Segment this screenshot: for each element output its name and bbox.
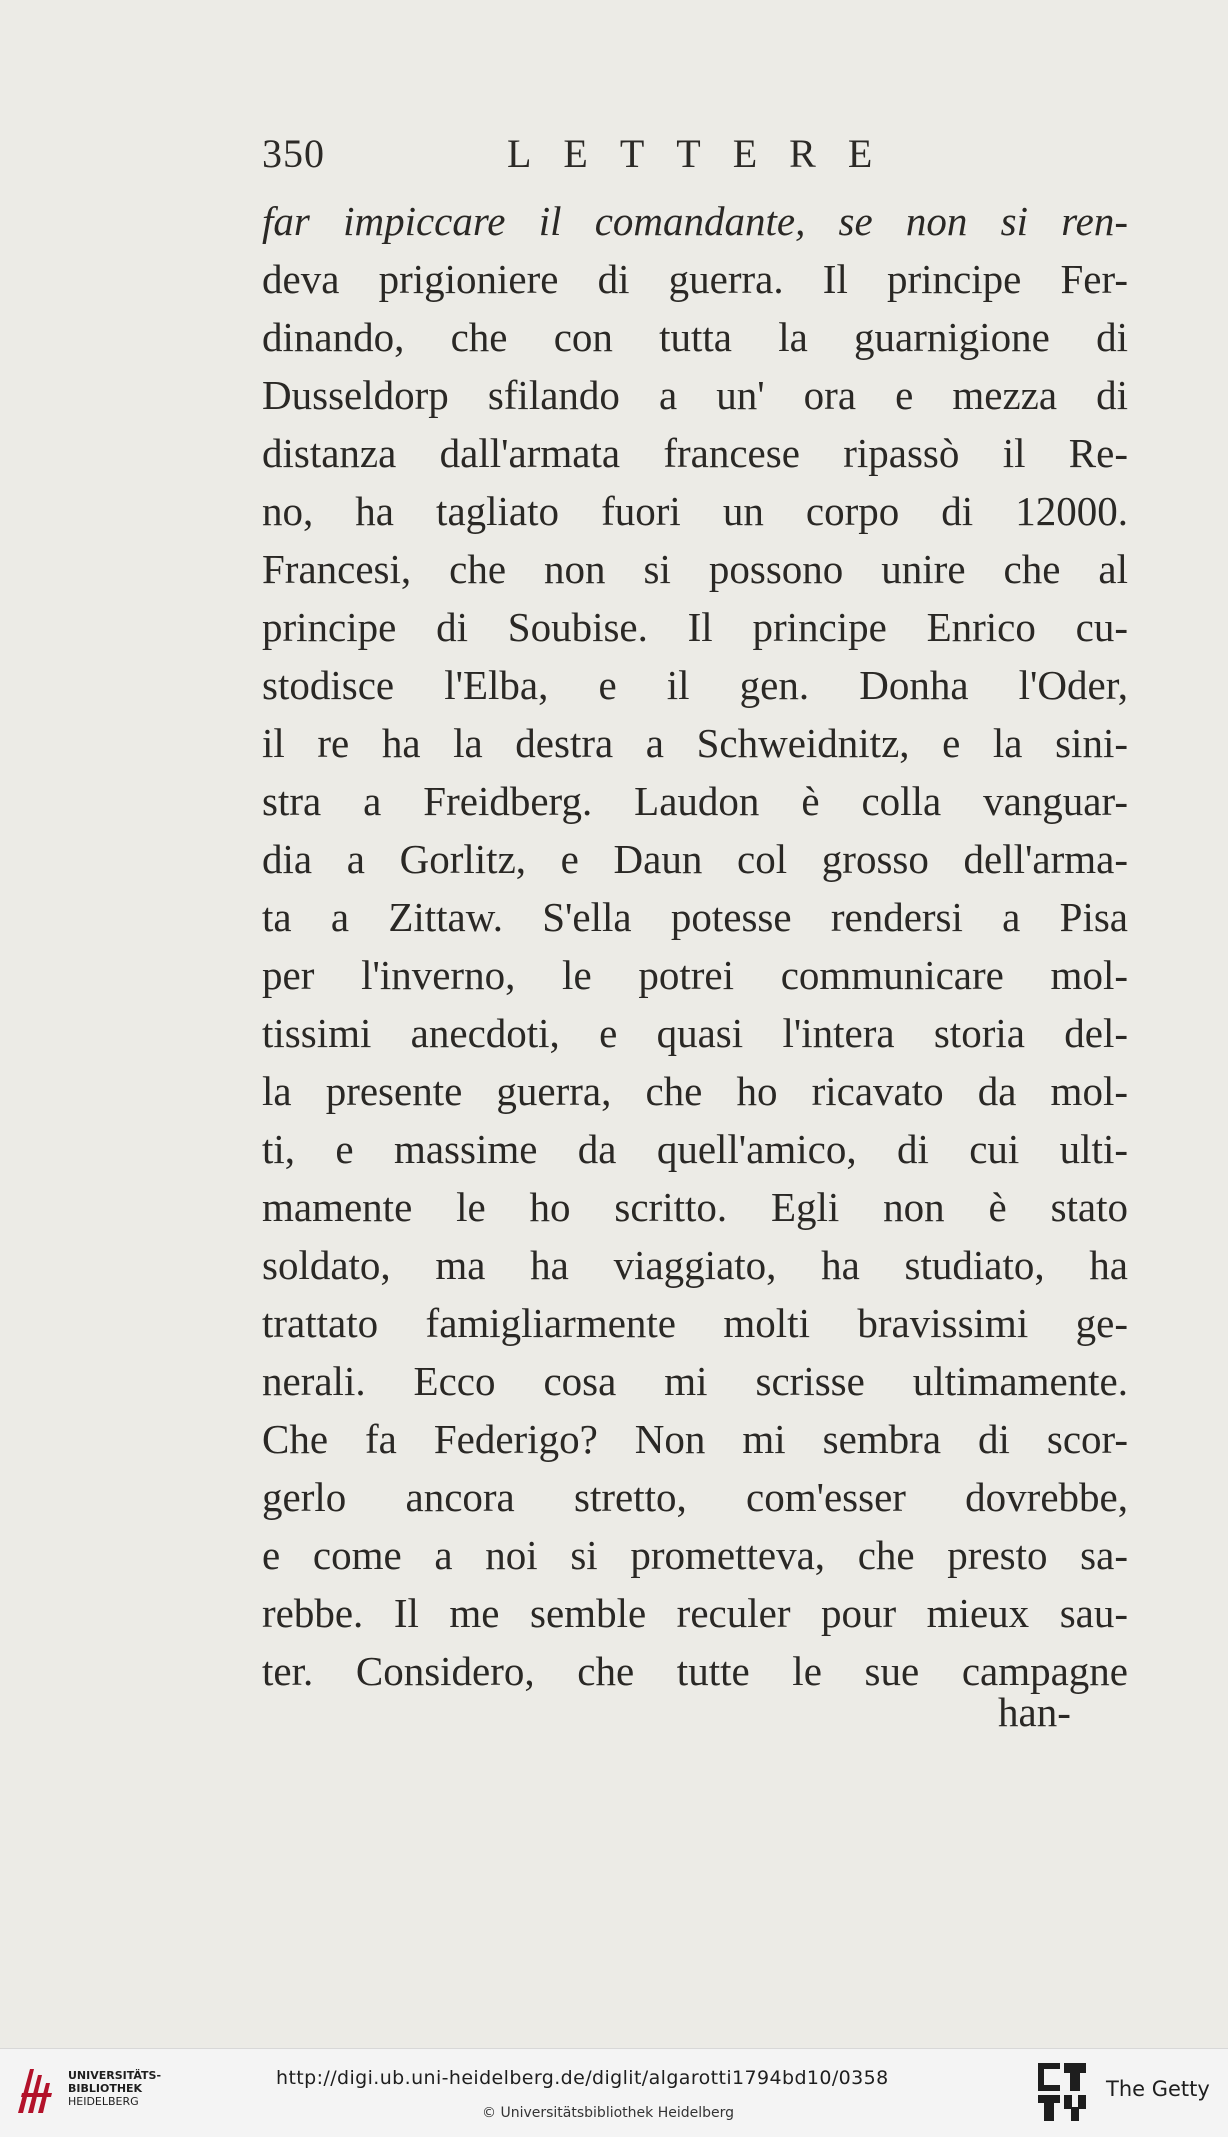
footer-bar — [0, 2048, 1228, 2137]
running-title: LETTERE — [507, 131, 905, 176]
library-name — [68, 2069, 161, 2108]
library-name-line: UNIVERSITÄTS- — [68, 2069, 162, 2082]
text-line: principe di Soubise. Il principe Enrico cu- — [262, 604, 1128, 650]
text-line: soldato, ma ha viaggiato, ha studiato, ha — [262, 1242, 1128, 1288]
text-line: ta a Zittaw. S'ella potesse rendersi a Pisa — [262, 894, 1128, 940]
text-line: nerali. Ecco cosa mi scrisse ultimamente. — [262, 1358, 1128, 1404]
text-line: Francesi, che non si possono unire che al — [262, 546, 1128, 592]
sponsor-name: The Getty — [1106, 2077, 1210, 2101]
text-line: Che fa Federigo? Non mi sembra di scor- — [262, 1416, 1128, 1462]
library-name-line: HEIDELBERG — [68, 2095, 139, 2108]
body-text — [262, 192, 1128, 1700]
text-line: il re ha la destra a Schweidnitz, e la sini- — [262, 720, 1128, 766]
text-line: e come a noi si prometteva, che presto sa- — [262, 1532, 1128, 1578]
text-line: per l'inverno, le potrei communicare mol- — [262, 952, 1128, 998]
text-line: distanza dall'armata francese ripassò il Re- — [262, 430, 1128, 476]
text-line: mamente le ho scritto. Egli non è stato — [262, 1184, 1128, 1230]
text-line: dinando, che con tutta la guarnigione di — [262, 314, 1128, 360]
page-header — [262, 130, 905, 190]
text-line: far impiccare il comandante, se non si ren- — [262, 198, 1128, 244]
text-line: ti, e massime da quell'amico, di cui ulti- — [262, 1126, 1128, 1172]
copyright-notice: © Universitätsbibliothek Heidelberg — [482, 2105, 735, 2121]
text-line: stodisce l'Elba, e il gen. Donha l'Oder, — [262, 662, 1128, 708]
text-line: Dusseldorp sfilando a un' ora e mezza di — [262, 372, 1128, 418]
catchword: han- — [998, 1689, 1071, 1735]
permalink-url[interactable]: http://digi.ub.uni-heidelberg.de/diglit/algarotti1794bd10/0358 — [276, 2067, 889, 2089]
text-line: gerlo ancora stretto, com'esser dovrebbe, — [262, 1474, 1128, 1520]
text-line: ter. Considero, che tutte le sue campagne — [262, 1648, 1128, 1694]
text-line: dia a Gorlitz, e Daun col grosso dell'arma- — [262, 836, 1128, 882]
text-line: rebbe. Il me semble reculer pour mieux sau- — [262, 1590, 1128, 1636]
text-line: trattato famigliarmente molti bravissimi ge- — [262, 1300, 1128, 1346]
getty-logo-icon — [1034, 2061, 1090, 2123]
text-line: la presente guerra, che ho ricavato da mol- — [262, 1068, 1128, 1114]
university-library-logo-icon — [14, 2063, 58, 2119]
text-line: deva prigioniere di guerra. Il principe Fer- — [262, 256, 1128, 302]
text-line: no, ha tagliato fuori un corpo di 12000. — [262, 488, 1128, 534]
text-line: tissimi anecdoti, e quasi l'intera storia del- — [262, 1010, 1128, 1056]
page-number: 350 — [262, 131, 325, 176]
text-line: stra a Freidberg. Laudon è colla vanguar- — [262, 778, 1128, 824]
library-name-line: BIBLIOTHEK — [68, 2082, 143, 2095]
